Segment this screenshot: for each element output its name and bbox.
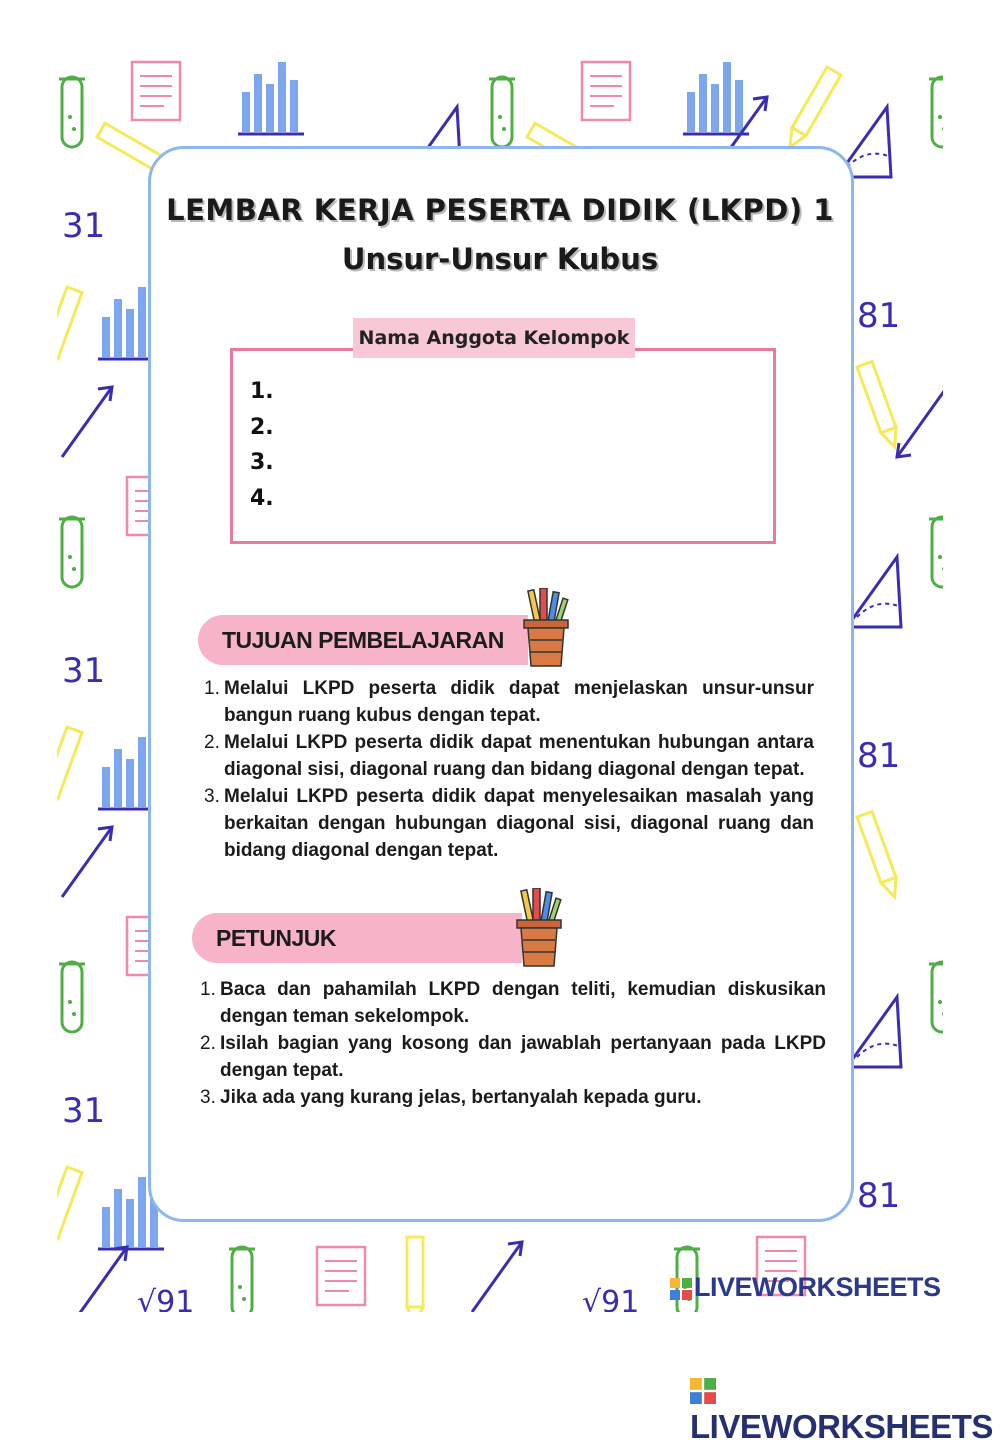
worksheet-title: LEMBAR KERJA PESERTA DIDIK (LKPD) 1 — [166, 193, 834, 227]
objectives-heading: TUJUAN PEMBELAJARAN — [222, 627, 504, 653]
objective-text: Melalui LKPD peserta didik dapat menentukan hubungan antara diagonal sisi, diagonal ruang dan bidang diagonal dengan tepat. — [224, 732, 814, 780]
member-item: 3. — [250, 450, 274, 475]
pencil-cup-icon — [520, 588, 572, 668]
group-members-label: Nama Anggota Kelompok — [353, 318, 635, 358]
watermark-text: LIVEWORKSHEETS — [694, 1272, 941, 1302]
liveworksheets-logo-icon — [690, 1378, 716, 1404]
svg-text:81: 81 — [857, 736, 901, 776]
instruction-number: 1. — [200, 979, 216, 1000]
objective-number: 2. — [204, 732, 220, 753]
objective-item — [204, 729, 814, 783]
instruction-item — [200, 976, 826, 1030]
objective-number: 3. — [204, 786, 220, 807]
member-item: 1. — [250, 379, 274, 404]
pencil-cup-icon — [513, 888, 565, 968]
objective-text: Melalui LKPD peserta didik dapat menyelesaikan masalah yang berkaitan dengan hubungan diagonal sisi, diagonal ruang dan bidang diagonal dengan tepat. — [224, 786, 814, 861]
svg-text:81: 81 — [857, 296, 901, 336]
svg-text:81: 81 — [857, 1176, 901, 1216]
instructions-list — [200, 976, 826, 1111]
instruction-item — [200, 1084, 826, 1111]
brand-text: LIVEWORKSHEETS — [690, 1408, 993, 1445]
objective-number: 1. — [204, 678, 220, 699]
instruction-text: Jika ada yang kurang jelas, bertanyalah kepada guru. — [220, 1087, 702, 1108]
instructions-heading: PETUNJUK — [216, 925, 336, 951]
objective-item — [204, 675, 814, 729]
svg-text:31: 31 — [62, 1091, 106, 1131]
instruction-number: 2. — [200, 1033, 216, 1054]
instruction-text: Isilah bagian yang kosong dan jawablah pertanyaan pada LKPD dengan tepat. — [220, 1033, 826, 1081]
svg-text:√91: √91 — [137, 1285, 195, 1312]
instruction-item — [200, 1030, 826, 1084]
worksheet-subtitle: Unsur-Unsur Kubus — [341, 242, 659, 276]
objectives-list — [204, 675, 814, 864]
group-members-box — [230, 348, 776, 544]
liveworksheets-brand[interactable] — [690, 1370, 1000, 1446]
group-members-list — [250, 374, 274, 516]
liveworksheets-watermark — [670, 1272, 941, 1303]
instruction-text: Baca dan pahamilah LKPD dengan teliti, kemudian diskusikan dengan teman sekelompok. — [220, 979, 826, 1027]
liveworksheets-logo-icon — [670, 1278, 692, 1300]
objective-item — [204, 783, 814, 864]
objective-text: Melalui LKPD peserta didik dapat menjelaskan unsur-unsur bangun ruang kubus dengan tepat. — [224, 678, 814, 726]
instructions-heading-banner — [192, 913, 522, 963]
instruction-number: 3. — [200, 1087, 216, 1108]
svg-text:31: 31 — [62, 651, 106, 691]
svg-text:31: 31 — [62, 206, 106, 246]
member-item: 2. — [250, 414, 274, 440]
objectives-heading-banner — [198, 615, 528, 665]
svg-text:√91: √91 — [582, 1285, 640, 1312]
member-item: 4. — [250, 485, 274, 511]
